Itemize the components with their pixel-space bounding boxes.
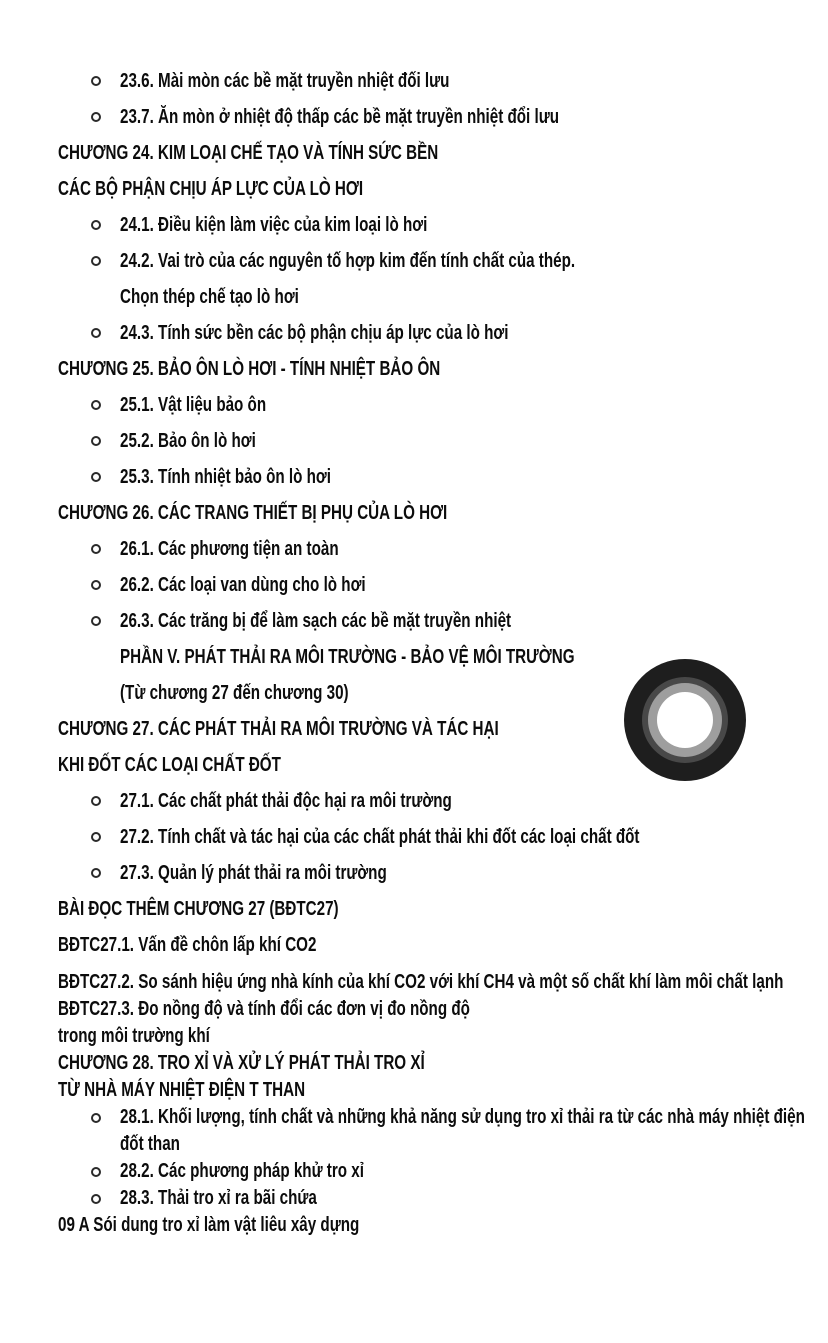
line-text: 23.7. Ăn mòn ở nhiệt độ thấp các bề mặt truyền nhiệt đổi lưu xyxy=(120,106,560,128)
line-text: BÀI ĐỌC THÊM CHƯƠNG 27 (BĐTC27) xyxy=(58,898,339,920)
line-text: 27.2. Tính chất và tác hại của các chất phát thải khi đốt các loại chất đốt xyxy=(120,826,640,848)
circle-bullet-icon xyxy=(91,580,101,590)
line-text: đốt than xyxy=(120,1133,180,1155)
circle-bullet-icon xyxy=(91,544,101,554)
chapter-heading xyxy=(58,891,828,927)
chapter-heading xyxy=(58,171,828,207)
line-text: CHƯƠNG 28. TRO XỈ VÀ XỬ LÝ PHÁT THẢI TRO XỈ xyxy=(58,1052,425,1074)
toc-item xyxy=(58,63,828,99)
line-text: 24.2. Vai trò của các nguyên tố hợp kim đến tính chất của thép. xyxy=(120,250,576,272)
black-ring-image xyxy=(623,658,747,782)
toc-item xyxy=(58,423,828,459)
circle-bullet-icon xyxy=(91,400,101,410)
line-text: 27.1. Các chất phát thải độc hại ra môi trường xyxy=(120,790,452,812)
line-text: 26.1. Các phương tiện an toàn xyxy=(120,538,339,560)
line-text: CHƯƠNG 26. CÁC TRANG THIẾT BỊ PHỤ CỦA LÒ HƠI xyxy=(58,502,448,524)
toc-upper-section xyxy=(58,63,828,963)
line-text: 24.3. Tính sức bền các bộ phận chịu áp lực của lò hơi xyxy=(120,322,509,344)
toc-text-line xyxy=(58,969,828,996)
toc-item xyxy=(58,1185,828,1212)
chapter-heading xyxy=(58,1050,828,1077)
chapter-heading xyxy=(58,1077,828,1104)
toc-item xyxy=(58,207,828,243)
toc-text-line xyxy=(58,1023,828,1050)
line-text: BĐTC27.2. So sánh hiệu ứng nhà kính của khí CO2 với khí CH4 và một số chất khí làm môi chất lạnh xyxy=(58,971,784,993)
toc-item xyxy=(58,459,828,495)
toc-lower-section xyxy=(58,969,828,1239)
line-text: BĐTC27.1. Vấn đề chôn lấp khí CO2 xyxy=(58,934,317,956)
circle-bullet-icon xyxy=(91,832,101,842)
line-text: 24.1. Điều kiện làm việc của kim loại lò hơi xyxy=(120,214,428,236)
line-text: PHẦN V. PHÁT THẢI RA MÔI TRƯỜNG - BẢO VỆ MÔI TRƯỜNG xyxy=(120,646,575,668)
line-text: CHƯƠNG 24. KIM LOẠI CHẾ TẠO VÀ TÍNH SỨC BỀN xyxy=(58,142,439,164)
line-text: TỪ NHÀ MÁY NHIỆT ĐIỆN T THAN xyxy=(58,1079,306,1101)
circle-bullet-icon xyxy=(91,1194,101,1204)
toc-item xyxy=(58,819,828,855)
circle-bullet-icon xyxy=(91,436,101,446)
toc-item xyxy=(58,603,828,639)
ring-center-circle xyxy=(657,692,713,748)
line-text: 28.3. Thải tro xỉ ra bãi chứa xyxy=(120,1187,317,1209)
line-text: Chọn thép chế tạo lò hơi xyxy=(120,286,299,308)
line-text: KHI ĐỐT CÁC LOẠI CHẤT ĐỐT xyxy=(58,754,281,776)
line-text: trong môi trường khí xyxy=(58,1025,210,1047)
circle-bullet-icon xyxy=(91,796,101,806)
line-text: CHƯƠNG 25. BẢO ÔN LÒ HƠI - TÍNH NHIỆT BẢO ÔN xyxy=(58,358,441,380)
circle-bullet-icon xyxy=(91,220,101,230)
toc-item xyxy=(58,243,828,279)
toc-item xyxy=(58,783,828,819)
toc-text-line xyxy=(58,996,828,1023)
line-text: 25.1. Vật liệu bảo ôn xyxy=(120,394,267,416)
line-text: 26.2. Các loại van dùng cho lò hơi xyxy=(120,574,366,596)
circle-bullet-icon xyxy=(91,1113,101,1123)
toc-item xyxy=(58,387,828,423)
line-text: 09 A Sói dung tro xỉ làm vật liêu xây dựng xyxy=(58,1214,360,1236)
line-text: 25.3. Tính nhiệt bảo ôn lò hơi xyxy=(120,466,331,488)
line-text: 26.3. Các trăng bị để làm sạch các bề mặt truyền nhiệt xyxy=(120,610,512,632)
toc-item xyxy=(58,855,828,891)
line-text: (Từ chương 27 đến chương 30) xyxy=(120,682,349,704)
toc-item-continuation xyxy=(58,1131,828,1158)
line-text: 28.1. Khối lượng, tính chất và những khả năng sử dụng tro xỉ thải ra từ các nhà máy nhiệt điện xyxy=(120,1106,805,1128)
toc-text-line xyxy=(58,1212,828,1239)
toc-text-line xyxy=(58,927,828,963)
chapter-heading xyxy=(58,135,828,171)
circle-bullet-icon xyxy=(91,868,101,878)
circle-bullet-icon xyxy=(91,112,101,122)
toc-item xyxy=(58,567,828,603)
chapter-heading xyxy=(58,351,828,387)
circle-bullet-icon xyxy=(91,76,101,86)
circle-bullet-icon xyxy=(91,328,101,338)
toc-item-continuation xyxy=(58,279,828,315)
line-text: CHƯƠNG 27. CÁC PHÁT THẢI RA MÔI TRƯỜNG VÀ TÁC HẠI xyxy=(58,718,499,740)
toc-item xyxy=(58,315,828,351)
circle-bullet-icon xyxy=(91,1167,101,1177)
circle-bullet-icon xyxy=(91,256,101,266)
line-text: 23.6. Mài mòn các bề mặt truyền nhiệt đối lưu xyxy=(120,70,450,92)
line-text: BĐTC27.3. Đo nồng độ và tính đổi các đơn vị đo nồng độ xyxy=(58,998,470,1020)
line-text: 27.3. Quản lý phát thải ra môi trường xyxy=(120,862,387,884)
line-text: CÁC BỘ PHẬN CHỊU ÁP LỰC CỦA LÒ HƠI xyxy=(58,178,364,200)
toc-item xyxy=(58,1158,828,1185)
chapter-heading xyxy=(58,495,828,531)
circle-bullet-icon xyxy=(91,616,101,626)
toc-content xyxy=(58,63,828,1239)
toc-item xyxy=(58,99,828,135)
circle-bullet-icon xyxy=(91,472,101,482)
line-text: 25.2. Bảo ôn lò hơi xyxy=(120,430,256,452)
toc-item xyxy=(58,1104,828,1131)
line-text: 28.2. Các phương pháp khử tro xỉ xyxy=(120,1160,364,1182)
toc-item xyxy=(58,531,828,567)
